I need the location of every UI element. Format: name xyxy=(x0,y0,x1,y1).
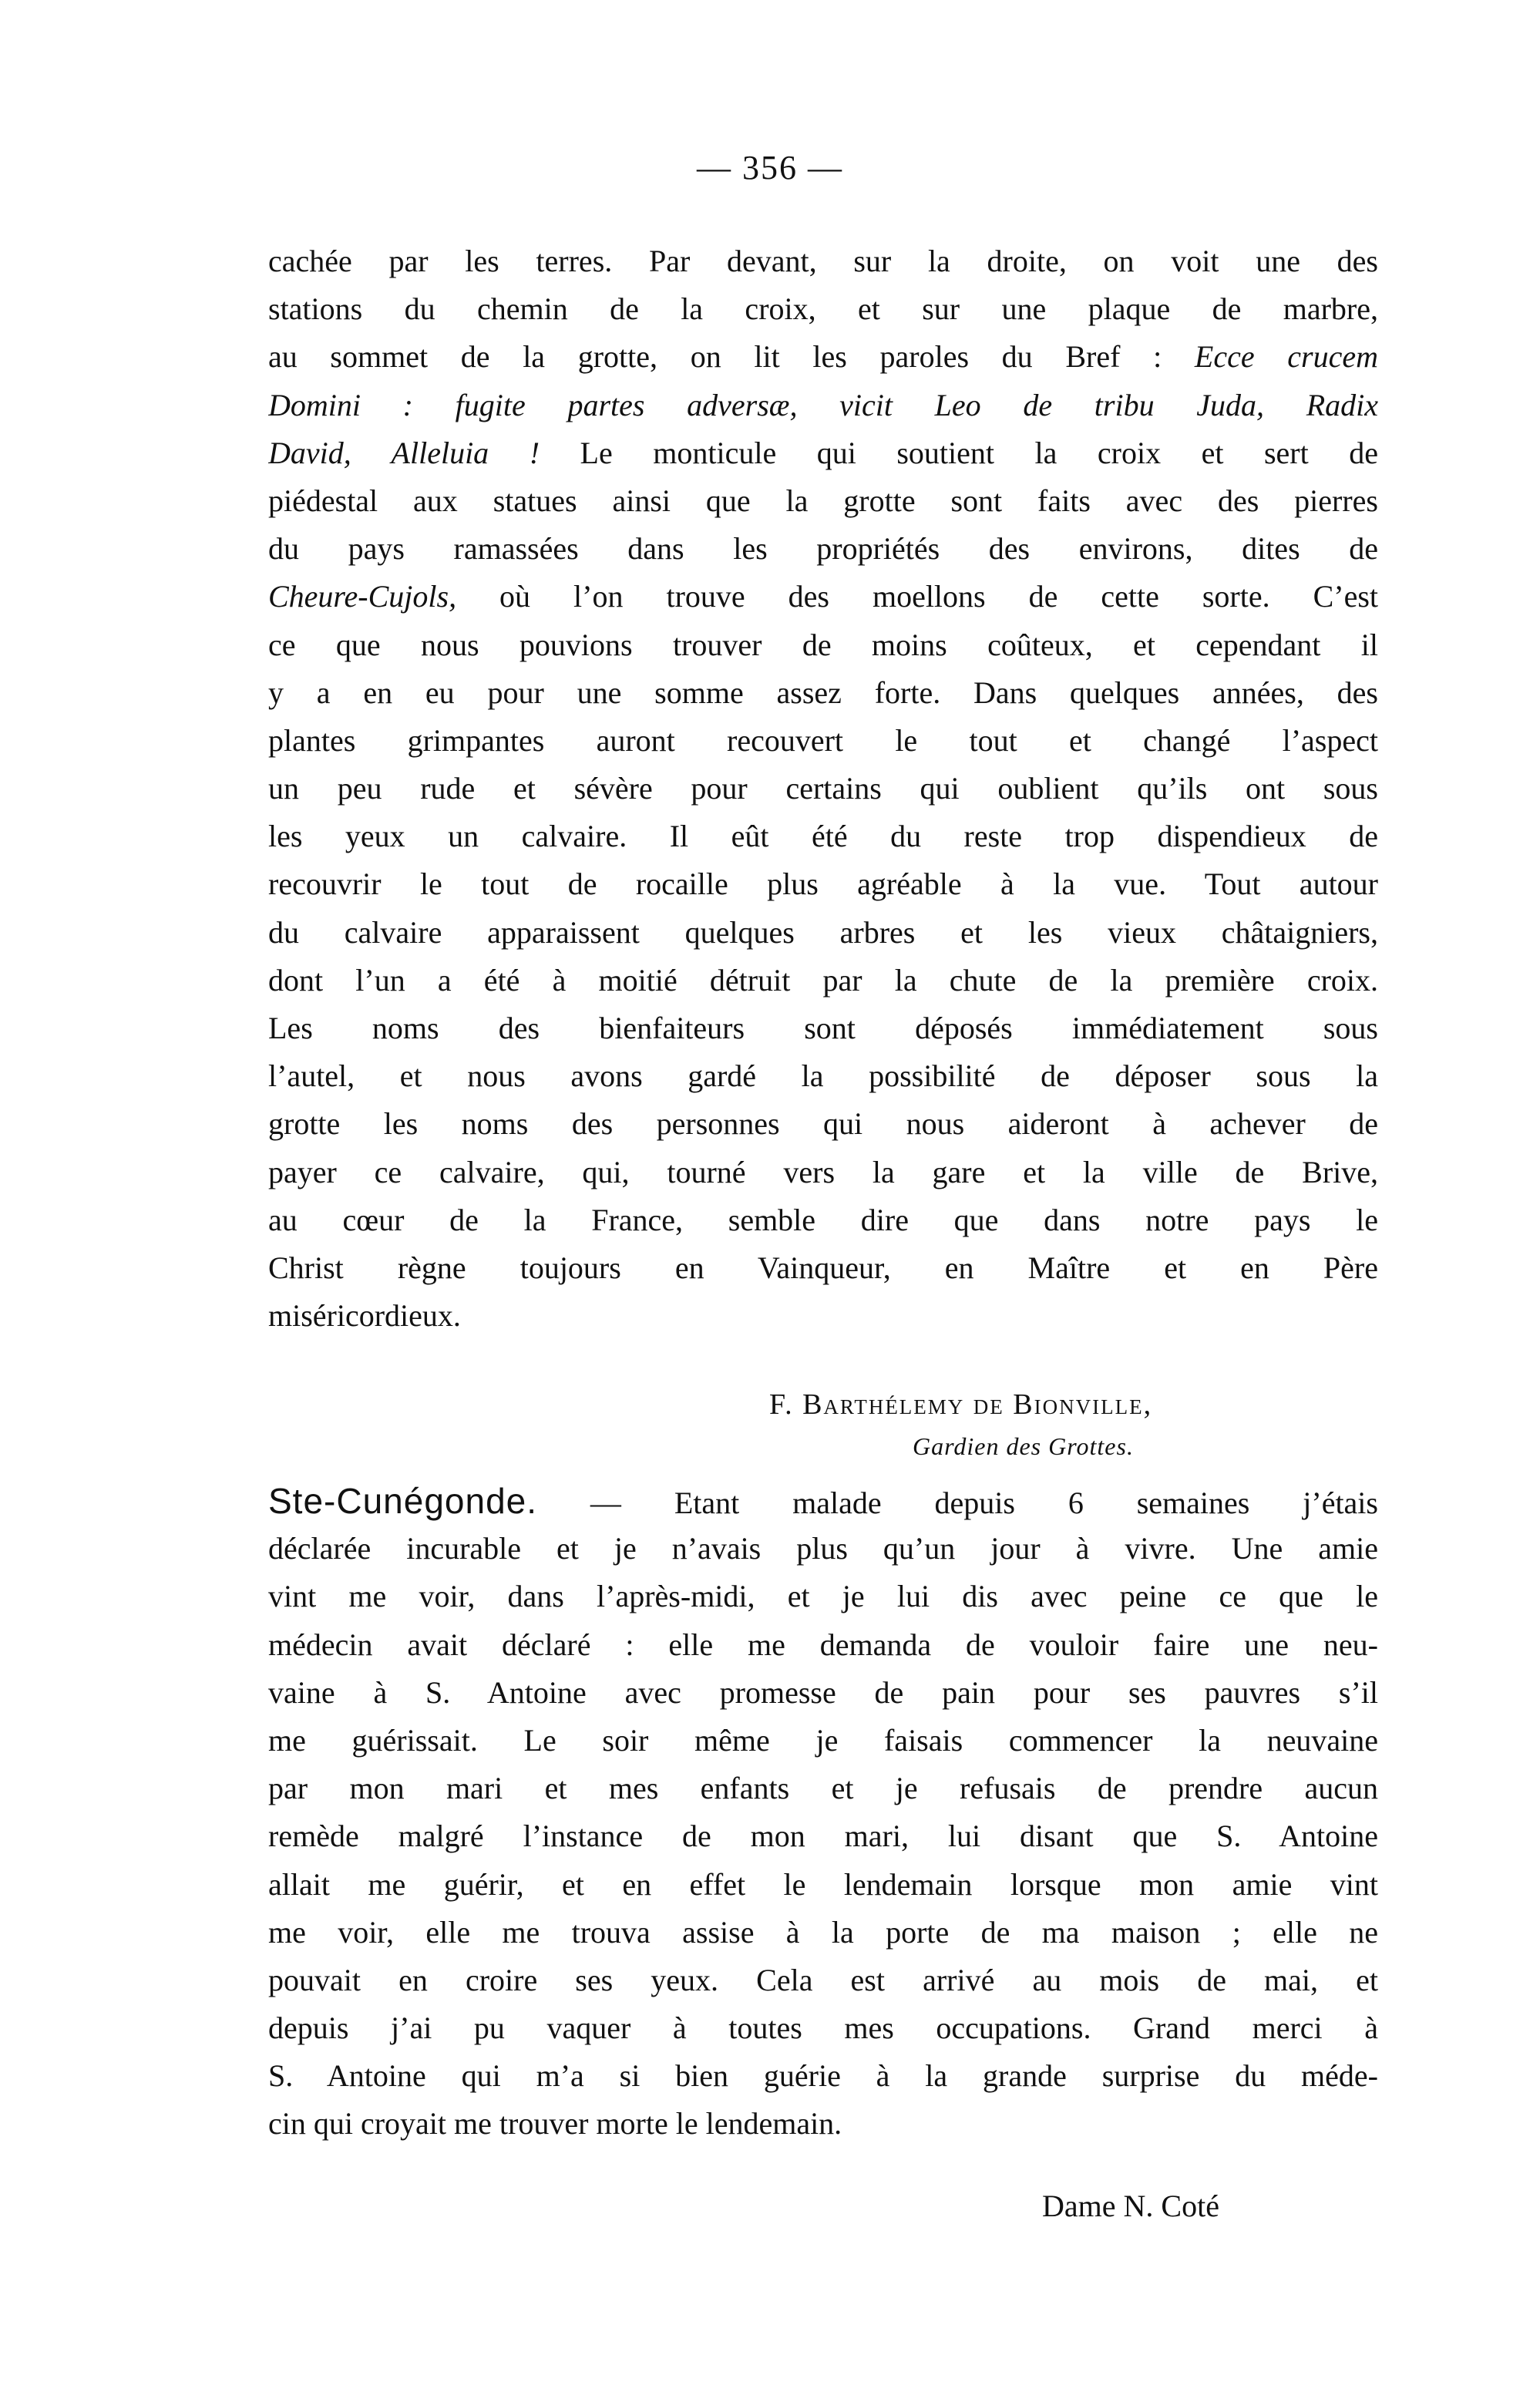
text-line xyxy=(268,1477,1378,1525)
signature-name: F. Barthélemy de Bionville, xyxy=(769,1388,1153,1421)
text-line: par mon mari et mes enfants et je refusais de prendre aucun xyxy=(268,1771,1378,1806)
text-line: recouvrir le tout de rocaille plus agréable à la vue. Tout autour xyxy=(268,866,1378,902)
text-line: allait me guérir, et en effet le lendemain lorsque mon amie vint xyxy=(268,1866,1378,1902)
latin-quote: Ecce crucem xyxy=(1194,339,1378,375)
article-2-body xyxy=(268,1477,1378,2148)
text-segment: où l’on trouve des moellons de cette sorte. C’est xyxy=(456,579,1378,614)
text-line: au cœur de la France, semble dire que dans notre pays le xyxy=(268,1202,1378,1237)
signature-name: Dame N. Coté xyxy=(1042,2189,1219,2223)
text-line: payer ce calvaire, qui, tourné vers la gare et la ville de Brive, xyxy=(268,1154,1378,1189)
signature-title: Gardien des Grottes. xyxy=(913,1432,1134,1460)
article-1-body xyxy=(268,237,1378,1340)
text-line: vaine à S. Antoine avec promesse de pain pour ses pauvres s’il xyxy=(268,1674,1378,1710)
text-line: piédestal aux statues ainsi que la grotte sont faits avec des pierres xyxy=(268,483,1378,518)
text-line: pouvait en croire ses yeux. Cela est arrivé au mois de mai, et xyxy=(268,1962,1378,1997)
text-line: ce que nous pouvions trouver de moins coûteux, et cependant il xyxy=(268,627,1378,662)
text-line: déclarée incurable et je n’avais plus qu’un jour à vivre. Une amie xyxy=(268,1531,1378,1566)
text-segment: — Etant malade depuis 6 semaines j’étais xyxy=(537,1485,1378,1520)
text-line: me guérissait. Le soir même je faisais commencer la neuvaine xyxy=(268,1722,1378,1758)
text-line: y a en eu pour une somme assez forte. Dans quelques années, des xyxy=(268,675,1378,710)
page-number: — 356 — xyxy=(697,149,843,187)
latin-quote: David, Alleluia ! xyxy=(268,435,540,470)
text-line: cachée par les terres. Par devant, sur la droite, on voit une des xyxy=(268,244,1378,278)
text-line: stations du chemin de la croix, et sur une plaque de marbre, xyxy=(268,291,1378,327)
text-line: S. Antoine qui m’a si bien guérie à la grande surprise du méde- xyxy=(268,2058,1378,2094)
text-line: grotte les noms des personnes qui nous aideront à achever de xyxy=(268,1106,1378,1142)
text-line: du calvaire apparaissent quelques arbres et les vieux châtaigniers, xyxy=(268,914,1378,950)
text-line: vint me voir, dans l’après-midi, et je lui dis avec peine ce que le xyxy=(268,1579,1378,1614)
text-line: médecin avait déclaré : elle me demanda de vouloir faire une neu- xyxy=(268,1627,1378,1662)
text-line: un peu rude et sévère pour certains qui oublient qu’ils ont sous xyxy=(268,771,1378,806)
text-line: Domini : fugite partes adversæ, vicit Leo de tribu Juda, Radix xyxy=(268,387,1378,422)
text-line: depuis j’ai pu vaquer à toutes mes occupations. Grand merci à xyxy=(268,2010,1378,2046)
text-line: Les noms des bienfaiteurs sont déposés immédiatement sous xyxy=(268,1011,1378,1045)
text-line xyxy=(268,333,1378,381)
text-segment: Le monticule qui soutient la croix et sert de xyxy=(540,435,1378,470)
text-line: remède malgré l’instance de mon mari, lui disant que S. Antoine xyxy=(268,1819,1378,1854)
text-line: du pays ramassées dans les propriétés des environs, dites de xyxy=(268,531,1378,567)
text-line: l’autel, et nous avons gardé la possibilité de déposer sous la xyxy=(268,1058,1378,1094)
section-heading: Ste-Cunégonde. xyxy=(268,1481,538,1521)
text-line xyxy=(268,573,1378,621)
text-line: miséricordieux. xyxy=(268,1298,461,1334)
place-name: Cheure-Cujols, xyxy=(268,579,457,614)
text-line xyxy=(268,429,1378,477)
text-line: plantes grimpantes auront recouvert le tout et changé l’aspect xyxy=(268,722,1378,758)
text-line: Christ règne toujours en Vainqueur, en Maître et en Père xyxy=(268,1250,1378,1285)
text-line: me voir, elle me trouva assise à la porte de ma maison ; elle ne xyxy=(268,1914,1378,1950)
text-line: cin qui croyait me trouver morte le lendemain. xyxy=(268,2106,842,2142)
text-line: les yeux un calvaire. Il eût été du reste trop dispendieux de xyxy=(268,819,1378,854)
text-segment: au sommet de la grotte, on lit les paroles du Bref : xyxy=(268,339,1162,375)
text-line: dont l’un a été à moitié détruit par la chute de la première croix. xyxy=(268,962,1378,998)
